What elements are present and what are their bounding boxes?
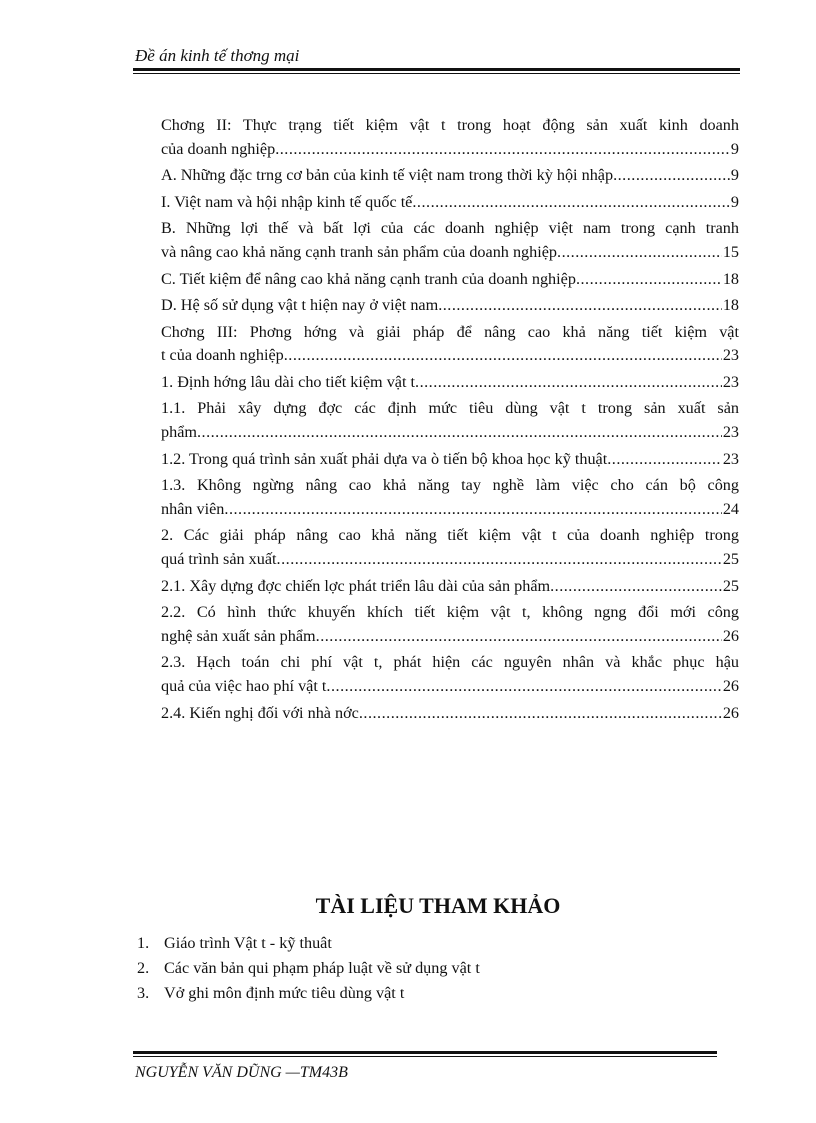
toc-entry-text-line1: 1.3. Không ngừng nâng cao khả năng tay nghề làm việc cho cán bộ công bbox=[161, 476, 739, 495]
toc-entry bbox=[161, 268, 739, 292]
toc-page-number: 25 bbox=[722, 576, 739, 595]
dot-leader bbox=[415, 371, 722, 395]
footer-author: NGUYỄN VĂN DŨNG —TM43B bbox=[135, 1064, 348, 1081]
dot-leader bbox=[326, 675, 721, 699]
toc-page-number: 24 bbox=[722, 499, 739, 518]
toc-entry bbox=[161, 524, 739, 572]
dot-leader bbox=[359, 702, 722, 726]
toc-entry bbox=[161, 702, 739, 726]
reference-text: Giáo trình Vật t - kỹ thuât bbox=[164, 934, 332, 952]
reference-item bbox=[137, 956, 697, 981]
toc-entry-text-line1: 1.1. Phải xây dựng đợc các định mức tiêu dùng vật t trong sản xuất sản bbox=[161, 399, 739, 418]
toc-entry bbox=[161, 321, 739, 369]
dot-leader bbox=[284, 344, 722, 368]
toc-page-number: 18 bbox=[722, 296, 739, 315]
dot-leader bbox=[550, 575, 722, 599]
toc-entry bbox=[161, 474, 739, 522]
toc-entry-text: 1.2. Trong quá trình sản xuất phải dựa va ò tiến bộ khoa học kỹ thuật bbox=[161, 449, 608, 468]
header-title: Đề án kinh tế thơng mại bbox=[135, 46, 300, 65]
header-rule-thin bbox=[133, 73, 740, 74]
toc-page-number: 23 bbox=[722, 346, 739, 365]
reference-number: 1. bbox=[137, 934, 150, 952]
toc-entry bbox=[161, 371, 739, 395]
references-list bbox=[137, 931, 697, 1006]
toc-page-number: 18 bbox=[722, 269, 739, 288]
toc-entry-text: 2.4. Kiến nghị đối với nhà nớc bbox=[161, 703, 359, 722]
toc-page-number: 9 bbox=[730, 166, 739, 185]
toc-page-number: 9 bbox=[730, 139, 739, 158]
reference-number: 3. bbox=[137, 984, 150, 1002]
toc-page-number: 9 bbox=[730, 192, 739, 211]
dot-leader bbox=[576, 268, 722, 292]
reference-item bbox=[137, 931, 697, 956]
dot-leader bbox=[316, 625, 722, 649]
toc-entry-text-line1: 2. Các giải pháp nâng cao khả năng tiết kiệm vật t của doanh nghiệp trong bbox=[161, 526, 739, 545]
toc-entry-text: A. Những đặc trng cơ bản của kinh tế việt nam trong thời kỳ hội nhập bbox=[161, 166, 614, 185]
toc-entry-text-line1: Chơng III: Phơng hớng và giải pháp để nâng cao khả năng tiết kiệm vật bbox=[161, 322, 739, 341]
toc-page-number: 26 bbox=[722, 626, 739, 645]
toc-page-number: 23 bbox=[722, 423, 739, 442]
toc-entry-text-line1: 2.2. Có hình thức khuyến khích tiết kiệm vật t, không ngng đổi mới công bbox=[161, 603, 739, 622]
toc-entry bbox=[161, 164, 739, 188]
dot-leader bbox=[438, 294, 722, 318]
toc-entry-text: D. Hệ số sử dụng vật t hiện nay ở việt nam bbox=[161, 296, 439, 315]
page-header bbox=[133, 46, 740, 74]
references-title: TÀI LIỆU THAM KHẢO bbox=[315, 893, 561, 918]
toc-page-number: 26 bbox=[722, 677, 739, 696]
footer-rule-thin bbox=[133, 1056, 717, 1057]
toc-entry bbox=[161, 601, 739, 649]
toc-entry bbox=[161, 114, 739, 162]
toc-entry-text: phẩm bbox=[161, 423, 197, 442]
toc-page-number: 15 bbox=[722, 243, 739, 262]
header-rule bbox=[133, 68, 740, 71]
dot-leader bbox=[277, 548, 722, 572]
toc-page-number: 23 bbox=[722, 449, 739, 468]
dot-leader bbox=[275, 138, 730, 162]
toc-entry-text: quả của việc hao phí vật t bbox=[161, 677, 327, 696]
dot-leader bbox=[412, 191, 730, 215]
toc-entry-text: của doanh nghiệp bbox=[161, 139, 276, 158]
toc-entry-text: và nâng cao khả năng cạnh tranh sản phẩm của doanh nghiệp bbox=[161, 243, 558, 262]
page-footer bbox=[133, 1051, 717, 1083]
toc-entry-text: 1. Định hớng lâu dài cho tiết kiệm vật t bbox=[161, 372, 416, 391]
toc-entry-text: I. Việt nam và hội nhập kinh tế quốc tế bbox=[161, 192, 413, 211]
toc-entry-text: quá trình sản xuất bbox=[161, 550, 277, 569]
toc-entry-text: nghệ sản xuất sản phẩm bbox=[161, 626, 316, 645]
toc-entry bbox=[161, 294, 739, 318]
toc-entry bbox=[161, 575, 739, 599]
toc-page-number: 26 bbox=[722, 703, 739, 722]
dot-leader bbox=[557, 241, 722, 265]
dot-leader bbox=[607, 448, 722, 472]
toc-entry-text: 2.1. Xây dựng đợc chiến lợc phát triển lâu dài của sản phẩm bbox=[161, 576, 551, 595]
toc-entry bbox=[161, 191, 739, 215]
toc-entry-text: t của doanh nghiệp bbox=[161, 346, 284, 365]
toc-entry bbox=[161, 448, 739, 472]
toc-entry-text-line1: 2.3. Hạch toán chi phí vật t, phát hiện các nguyên nhân và khắc phục hậu bbox=[161, 653, 739, 672]
toc-entry bbox=[161, 217, 739, 265]
reference-text: Các văn bản qui phạm pháp luật về sử dụng vật t bbox=[164, 959, 480, 977]
toc-entry-text-line1: B. Những lợi thế và bất lợi của các doanh nghiệp việt nam trong cạnh tranh bbox=[161, 219, 739, 238]
toc-entry bbox=[161, 651, 739, 699]
footer-rule bbox=[133, 1051, 717, 1054]
toc-entry-text: nhân viên bbox=[161, 499, 225, 518]
toc-page-number: 23 bbox=[722, 372, 739, 391]
toc-page-number: 25 bbox=[722, 550, 739, 569]
table-of-contents bbox=[161, 114, 739, 728]
reference-number: 2. bbox=[137, 959, 150, 977]
toc-entry bbox=[161, 397, 739, 445]
reference-text: Vở ghi môn định mức tiêu dùng vật t bbox=[164, 984, 405, 1002]
toc-entry-text: C. Tiết kiệm để nâng cao khả năng cạnh tranh của doanh nghiệp bbox=[161, 269, 576, 288]
dot-leader bbox=[197, 421, 722, 445]
dot-leader bbox=[613, 164, 730, 188]
toc-entry-text-line1: Chơng II: Thực trạng tiết kiệm vật t trong hoạt động sản xuất kinh doanh bbox=[161, 116, 739, 134]
dot-leader bbox=[224, 498, 721, 522]
reference-item bbox=[137, 981, 697, 1006]
